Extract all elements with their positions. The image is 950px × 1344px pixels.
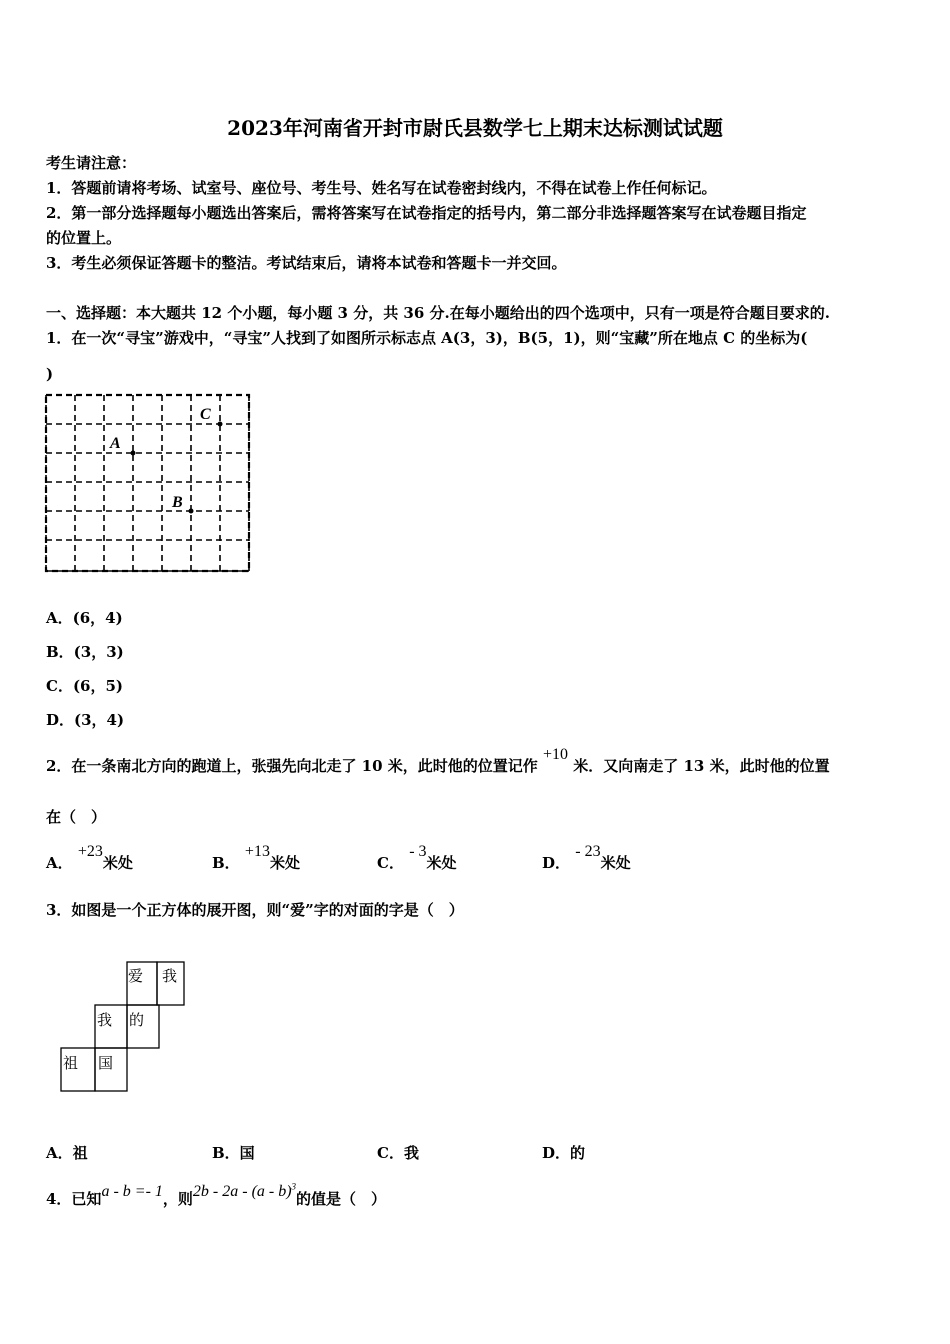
q4-suffix: 的值是（ ）: [296, 1190, 387, 1208]
q2-option-d-unit: 米处: [600, 854, 631, 872]
section-heading: 一、选择题：本大题共 12 个小题，每小题 3 分，共 36 分.在每小题给出的四个选项中，只有一项是符合题目要求的.: [46, 304, 830, 322]
q3-option-c: C．我: [377, 1144, 419, 1162]
point-b: [189, 509, 194, 514]
q2-option-a: [46, 843, 133, 873]
q2-option-b-math: +13: [244, 843, 270, 860]
notice-heading: 考生请注意：: [46, 154, 137, 172]
grid-lines: [46, 395, 249, 571]
q2-option-c-unit: 米处: [426, 854, 457, 872]
point-c-label: C: [200, 406, 211, 423]
q2-option-d-letter: D．: [542, 854, 571, 872]
net-char-ai: 爱: [128, 967, 144, 985]
q3-option-b: B．国: [212, 1144, 255, 1162]
q2-option-b: [212, 843, 300, 873]
q2-option-d: [542, 843, 631, 873]
q2-option-b-unit: 米处: [269, 854, 300, 872]
q1-option-a: A．(6，4): [46, 609, 123, 627]
coordinate-grid-figure: [44, 393, 252, 575]
q1-stem: 1．在一次“寻宝”游戏中，“寻宝”人找到了如图所示标志点 A(3，3)，B(5，1)，则“宝藏”所在地点 C 的坐标为(: [46, 329, 808, 347]
q4-condition: a - b =- 1: [101, 1183, 163, 1200]
point-a-label: A: [110, 435, 121, 452]
point-a: [131, 451, 136, 456]
point-b-label: B: [172, 494, 183, 511]
q4-expression-base: 2b - 2a - (a - b): [192, 1183, 292, 1200]
q2-option-d-math: - 23: [575, 843, 601, 860]
q2-option-a-unit: 米处: [102, 854, 133, 872]
q4-prefix: 4．已知: [46, 1190, 102, 1208]
q1-option-c: C．(6，5): [46, 677, 124, 695]
q1-stem-cont: ): [46, 365, 54, 383]
cube-net-figure: [58, 960, 188, 1094]
q2-option-c-math: - 3: [409, 843, 427, 860]
notice-item-3: 3．考生必须保证答题卡的整洁。考试结束后，请将本试卷和答题卡一并交回。: [46, 254, 567, 272]
net-char-wo-top: 我: [162, 967, 178, 985]
q2-stem: [46, 746, 830, 776]
notice-item-2: 2．第一部分选择题每小题选出答案后，需将答案写在试卷指定的括号内，第二部分非选择题答案写在试卷题目指定: [46, 204, 807, 222]
net-char-zu: 祖: [63, 1054, 79, 1072]
q1-option-d: D．(3，4): [46, 711, 125, 729]
q1-option-b: B．(3，3): [46, 643, 124, 661]
notice-item-2-cont: 的位置上。: [46, 229, 122, 247]
q2-option-b-letter: B．: [212, 854, 240, 872]
q2-option-a-math: +23: [77, 843, 103, 860]
notice-item-1: 1．答题前请将考场、试室号、座位号、考生号、姓名写在试卷密封线内，不得在试卷上作任何标记。: [46, 179, 717, 197]
net-char-guo: 国: [98, 1054, 114, 1072]
q2-option-c-letter: C．: [377, 854, 404, 872]
q2-stem-cont: 在（ ）: [46, 808, 107, 826]
page-title: 2023年河南省开封市尉氏县数学七上期末达标测试试题: [227, 116, 723, 140]
q3-stem: 3．如图是一个正方体的展开图，则“爱”字的对面的字是（ ）: [46, 901, 464, 919]
q2-stem-text-a: 2．在一条南北方向的跑道上，张强先向北走了 10 米，此时他的位置记作: [46, 757, 538, 775]
q2-option-c: [377, 843, 457, 873]
q4-expression: [193, 1183, 296, 1200]
net-char-wo: 我: [97, 1011, 113, 1029]
net-char-de: 的: [129, 1011, 145, 1029]
q3-option-d: D．的: [542, 1144, 586, 1162]
q4-stem: [46, 1181, 387, 1209]
point-c: [218, 422, 223, 427]
q3-option-a: A．祖: [46, 1144, 88, 1162]
q4-expression-exponent: 3: [291, 1181, 297, 1192]
q2-option-a-letter: A．: [46, 854, 73, 872]
q2-stem-text-b: 米．又向南走了 13 米，此时他的位置: [573, 757, 830, 775]
q4-mid: ，则: [162, 1190, 193, 1208]
q2-stem-math: +10: [543, 746, 569, 763]
